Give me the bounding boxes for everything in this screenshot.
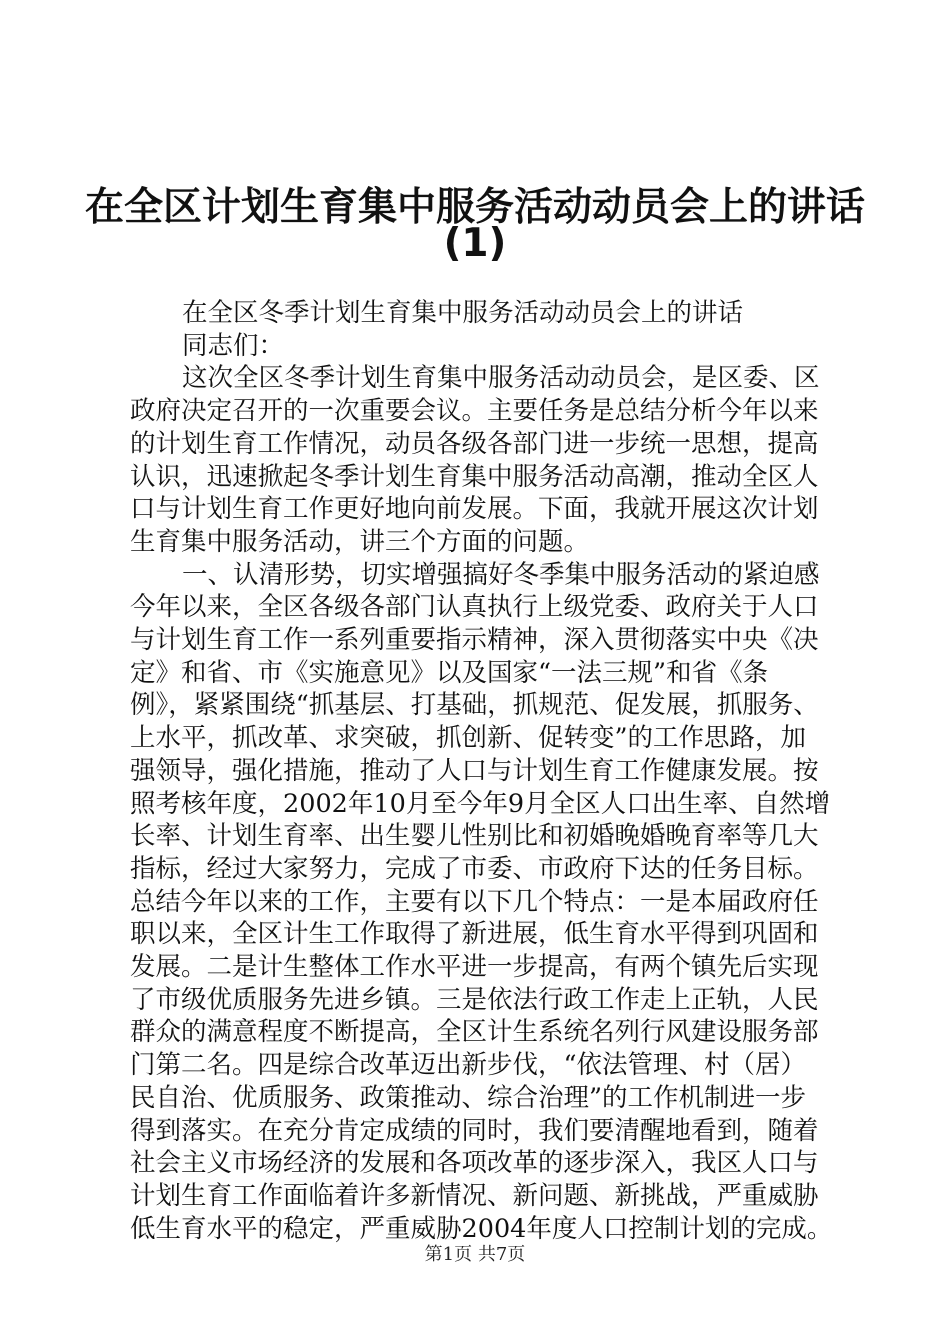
- document-title: 在全区计划生育集中服务活动动员会上的讲话: [84, 185, 865, 230]
- paragraph-line: 上水平，抓改革、求突破，抓创新、促转变”的工作思路，加: [130, 723, 807, 754]
- paragraph-line: 的计划生育工作情况，动员各级各部门进一步统一思想，提高: [130, 428, 819, 459]
- section1-paragraph: [130, 591, 852, 1245]
- page-number-footer: 第1页 共7页: [424, 1244, 526, 1265]
- paragraph-line: 与计划生育工作一系列重要指示精神，深入贯彻落实中央《决: [130, 625, 819, 656]
- paragraph-line: 口与计划生育工作更好地向前发展。下面，我就开展这次计划: [130, 494, 819, 525]
- paragraph-line: 这次全区冬季计划生育集中服务活动动员会，是区委、区: [182, 363, 820, 394]
- paragraph-line: 强领导，强化措施，推动了人口与计划生育工作健康发展。按: [130, 755, 819, 786]
- paragraph-line: 长率、计划生育率、出生婴儿性别比和初婚晚婚晚育率等几大: [130, 821, 819, 852]
- document-body: [130, 297, 852, 1245]
- paragraph-line: 指标，经过大家努力，完成了市委、市政府下达的任务目标。: [130, 853, 819, 884]
- paragraph-line: 门第二名。四是综合改革迈出新步伐，“依法管理、村（居）: [130, 1050, 807, 1081]
- document-title-number: (1): [443, 221, 507, 266]
- intro-paragraph: [130, 362, 852, 558]
- paragraph-line: 社会主义市场经济的发展和各项改革的逐步深入，我区人口与: [130, 1148, 819, 1179]
- paragraph-line: 计划生育工作面临着许多新情况、新问题、新挑战，严重威胁: [130, 1180, 819, 1211]
- paragraph-line: 照考核年度，2002年10月至今年9月全区人口出生率、自然增: [130, 788, 831, 819]
- paragraph-line: 发展。二是计生整体工作水平进一步提高，有两个镇先后实现: [130, 952, 819, 983]
- section-heading: 一、认清形势，切实增强搞好冬季集中服务活动的紧迫感: [182, 559, 820, 590]
- paragraph-line: 总结今年以来的工作，主要有以下几个特点：一是本届政府任: [130, 886, 819, 917]
- paragraph-line: 政府决定召开的一次重要会议。主要任务是总结分析今年以来: [130, 396, 819, 427]
- salutation: 同志们：: [182, 330, 285, 361]
- paragraph-line: 民自治、优质服务、政策推动、综合治理”的工作机制进一步: [130, 1082, 807, 1113]
- paragraph-line: 职以来，全区计生工作取得了新进展，低生育水平得到巩固和: [130, 919, 819, 950]
- paragraph-line: 例》，紧紧围绕“抓基层、打基础，抓规范、促发展，抓服务、: [130, 690, 819, 721]
- paragraph-line: 低生育水平的稳定，严重威胁2004年度人口控制计划的完成。: [130, 1213, 833, 1244]
- paragraph-line: 定》和省、市《实施意见》以及国家“一法三规”和省《条: [130, 657, 769, 688]
- speech-subtitle: 在全区冬季计划生育集中服务活动动员会上的讲话: [182, 298, 744, 328]
- paragraph-line: 认识，迅速掀起冬季计划生育集中服务活动高潮，推动全区人: [130, 461, 819, 492]
- paragraph-line: 了市级优质服务先进乡镇。三是依法行政工作走上正轨，人民: [130, 984, 819, 1015]
- paragraph-line: 得到落实。在充分肯定成绩的同时，我们要清醒地看到，随着: [130, 1115, 819, 1146]
- paragraph-line: 群众的满意程度不断提高，全区计生系统名列行风建设服务部: [130, 1017, 819, 1048]
- paragraph-line: 今年以来，全区各级各部门认真执行上级党委、政府关于人口: [130, 592, 819, 623]
- paragraph-line: 生育集中服务活动，讲三个方面的问题。: [130, 526, 590, 557]
